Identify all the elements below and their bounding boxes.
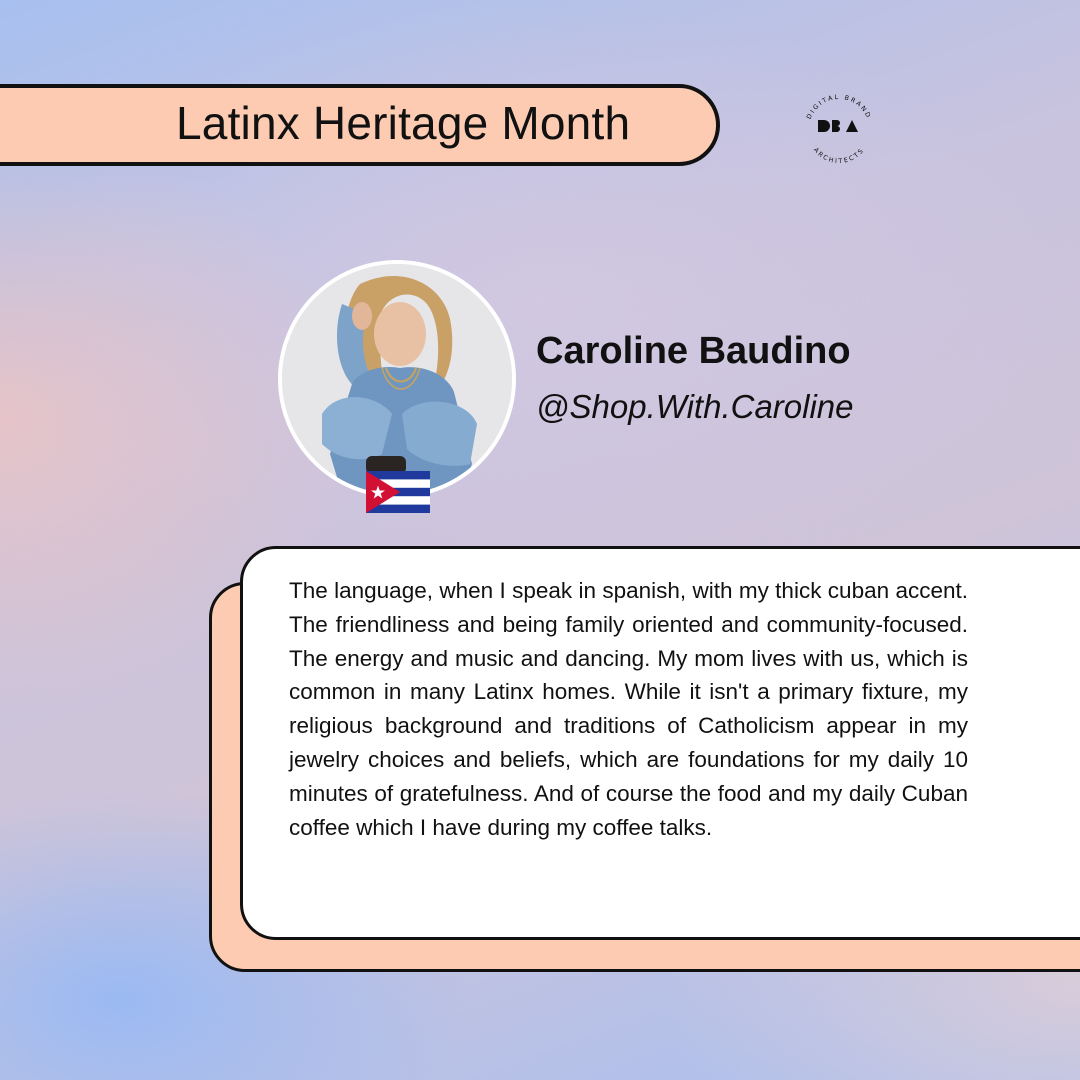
profile-name: Caroline Baudino bbox=[536, 330, 851, 372]
quote-text: The language, when I speak in spanish, with my thick cuban accent. The friendliness and being family oriented and community-focused. The energy and music and dancing. My mom lives with us, which is common in many Latinx homes. While it isn't a primary fixture, my religious background and traditions of Catholicism appear in my jewelry choices and beliefs, which are foundations for my daily 10 minutes of gratefulness. And of course the food and my daily Cuban coffee which I have during my coffee talks. bbox=[289, 578, 968, 840]
portrait-illustration bbox=[282, 264, 512, 494]
svg-text:ARCHITECTS: ARCHITECTS bbox=[811, 146, 867, 166]
svg-text:DBA bbox=[839, 139, 840, 140]
brand-logo bbox=[796, 86, 882, 172]
cuba-flag-icon bbox=[366, 471, 430, 513]
profile-photo-frame bbox=[278, 260, 516, 498]
page-title: Latinx Heritage Month bbox=[176, 97, 631, 149]
svg-text:DIGITAL BRAND: DIGITAL BRAND bbox=[805, 93, 873, 121]
avatar bbox=[282, 264, 512, 494]
profile-handle: @Shop.With.Caroline bbox=[536, 388, 854, 425]
